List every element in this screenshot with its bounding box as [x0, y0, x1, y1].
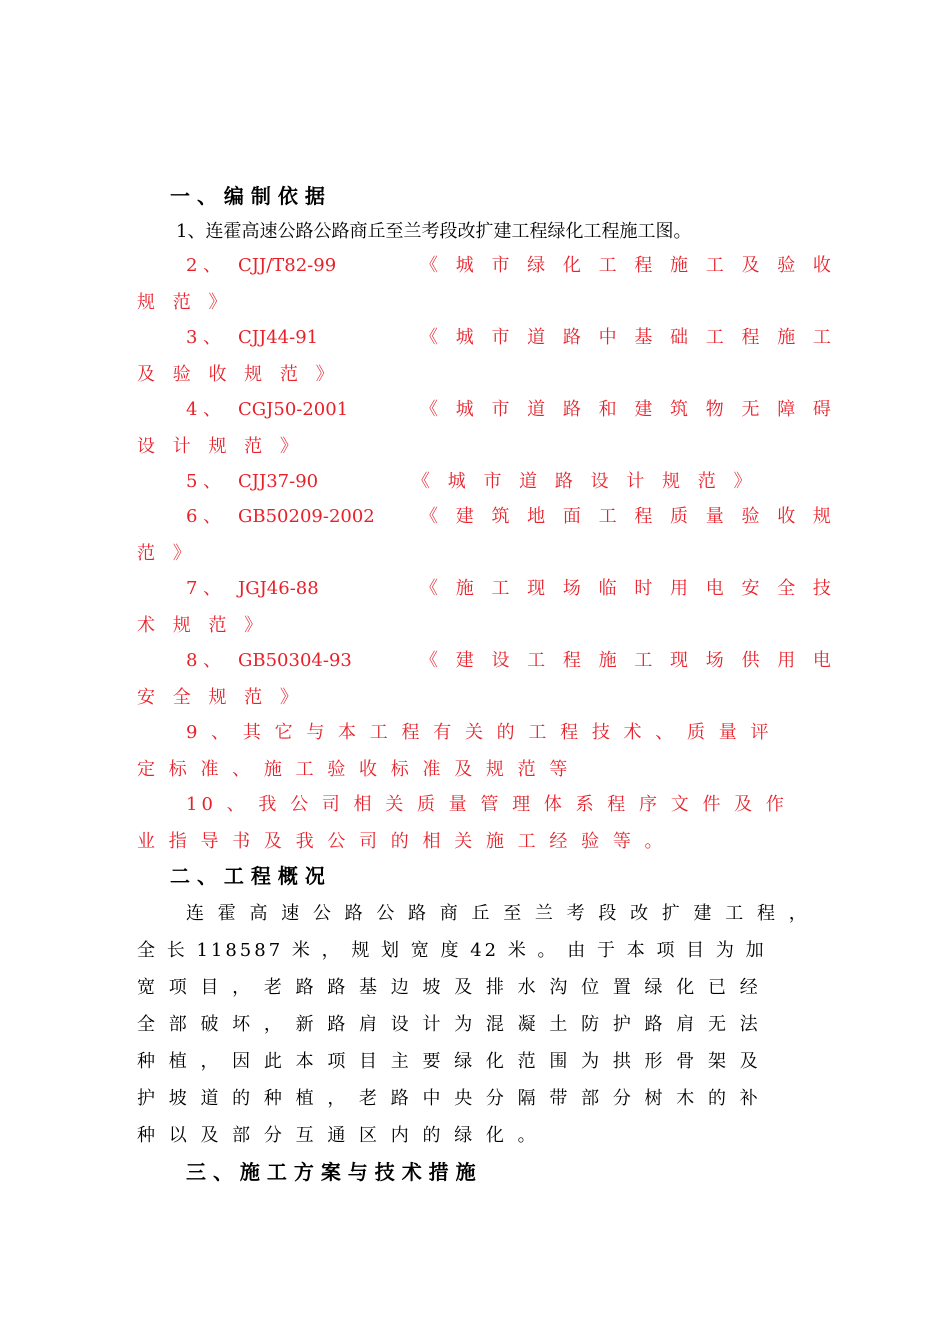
- basis-item-4-title: 《 城 市 道 路 和 建 筑 物 无 障 碍: [420, 399, 837, 420]
- basis-item-2-title: 《 城 市 绿 化 工 程 施 工 及 验 收: [420, 255, 837, 276]
- basis-item-2-code: CJJ/T82-99: [238, 255, 337, 276]
- overview-line-6: 护 坡 道 的 种 植 ， 老 路 中 央 分 隔 带 部 分 树 木 的 补: [137, 1088, 762, 1109]
- basis-item-2-title-cont: 规 范 》: [137, 292, 233, 313]
- basis-item-4-title-cont: 设 计 规 范 》: [137, 436, 304, 457]
- basis-item-9: 9 、 其 它 与 本 工 程 有 关 的 工 程 技 术 、 质 量 评: [186, 722, 773, 743]
- basis-item-3-number: 3 、: [186, 327, 222, 348]
- overview-line-5: 种 植 ， 因 此 本 项 目 主 要 绿 化 范 围 为 拱 形 骨 架 及: [137, 1051, 762, 1072]
- basis-item-5-title: 《 城 市 道 路 设 计 规 范 》: [412, 471, 758, 492]
- basis-item-7-title: 《 施 工 现 场 临 时 用 电 安 全 技: [420, 578, 837, 599]
- basis-item-7-title-cont: 术 规 范 》: [137, 615, 269, 636]
- section-title-overview: 二 、 工 程 概 况: [170, 864, 325, 888]
- basis-item-2-number: 2 、: [186, 255, 222, 276]
- overview-line-2: 全 长 118587 米 ， 规 划 宽 度 42 米 。 由 于 本 项 目 为 加: [137, 940, 767, 961]
- basis-item-1: 1、连霍高速公路公路商丘至兰考段改扩建工程绿化工程施工图。: [176, 221, 692, 242]
- basis-item-6-title: 《 建 筑 地 面 工 程 质 量 验 收 规: [420, 506, 837, 527]
- basis-item-3-title-cont: 及 验 收 规 范 》: [137, 364, 340, 385]
- basis-item-8-title: 《 建 设 工 程 施 工 现 场 供 用 电: [420, 650, 837, 671]
- basis-item-3-title: 《 城 市 道 路 中 基 础 工 程 施 工: [420, 327, 837, 348]
- basis-item-7-code: JGJ46-88: [238, 578, 319, 599]
- overview-line-1: 连 霍 高 速 公 路 公 路 商 丘 至 兰 考 段 改 扩 建 工 程 ，: [186, 903, 811, 924]
- basis-item-4-code: CGJ50-2001: [238, 399, 349, 420]
- basis-item-4-number: 4 、: [186, 399, 222, 420]
- overview-line-7: 种 以 及 部 分 互 通 区 内 的 绿 化 。: [137, 1125, 540, 1146]
- basis-item-3-code: CJJ44-91: [238, 327, 319, 348]
- basis-item-8-code: GB50304-93: [238, 650, 352, 671]
- basis-item-6-title-cont: 范 》: [137, 543, 197, 564]
- basis-item-6-code: GB50209-2002: [238, 506, 375, 527]
- basis-item-5-number: 5 、: [186, 471, 222, 492]
- basis-item-10-cont: 业 指 导 书 及 我 公 司 的 相 关 施 工 经 验 等 。: [137, 831, 667, 852]
- basis-item-7-number: 7 、: [186, 578, 222, 599]
- basis-item-9-cont: 定 标 准 、 施 工 验 收 标 准 及 规 范 等: [137, 759, 572, 780]
- basis-item-8-title-cont: 安 全 规 范 》: [137, 687, 304, 708]
- overview-line-3: 宽 项 目 ， 老 路 路 基 边 坡 及 排 水 沟 位 置 绿 化 已 经: [137, 977, 762, 998]
- basis-item-5-code: CJJ37-90: [238, 471, 319, 492]
- overview-line-4: 全 部 破 坏 ， 新 路 肩 设 计 为 混 凝 土 防 护 路 肩 无 法: [137, 1014, 762, 1035]
- section-title-plan: 三 、 施 工 方 案 与 技 术 措 施: [186, 1160, 476, 1184]
- basis-item-8-number: 8 、: [186, 650, 222, 671]
- section-title-basis: 一 、 编 制 依 据: [170, 184, 325, 208]
- basis-item-10: 10 、 我 公 司 相 关 质 量 管 理 体 系 程 序 文 件 及 作: [186, 794, 788, 815]
- basis-item-6-number: 6 、: [186, 506, 222, 527]
